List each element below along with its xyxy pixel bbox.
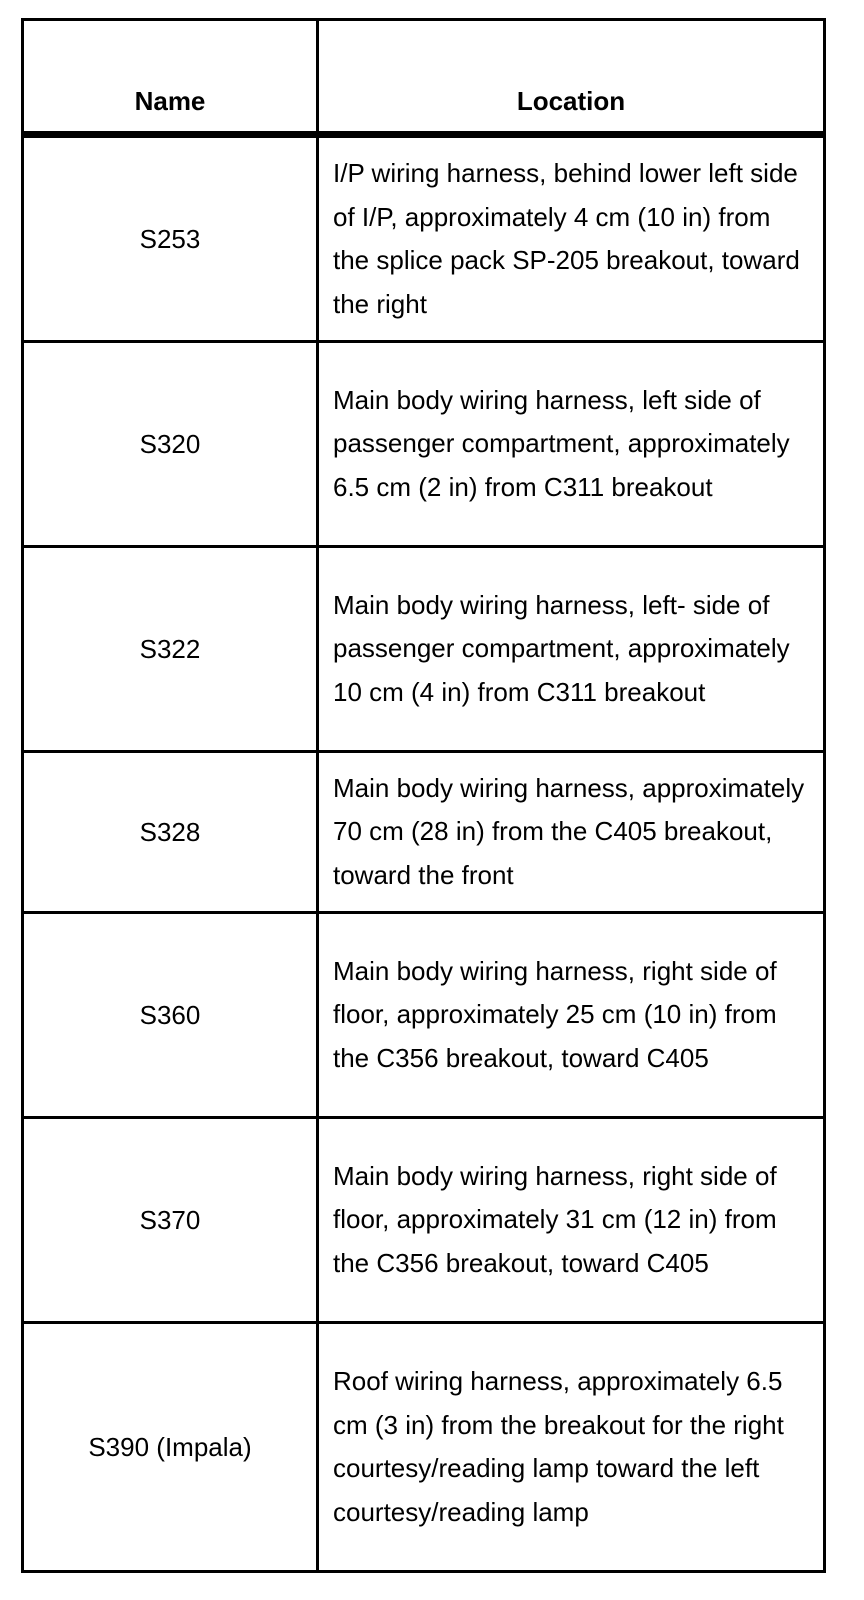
splice-location-cell: Roof wiring harness, approximately 6.5 cm (3 in) from the breakout for the right courtesy/reading lamp toward the left courtesy/reading lamp bbox=[318, 1323, 825, 1572]
table-row bbox=[23, 913, 825, 1118]
table-row bbox=[23, 1323, 825, 1572]
splice-location-cell: Main body wiring harness, right side of floor, approximately 31 cm (12 in) from the C356 breakout, toward C405 bbox=[318, 1118, 825, 1323]
column-header-name: Name bbox=[23, 20, 318, 135]
splice-name-cell: S322 bbox=[23, 547, 318, 752]
splice-location-cell: Main body wiring harness, approximately 70 cm (28 in) from the C405 breakout, toward the front bbox=[318, 752, 825, 913]
table-row bbox=[23, 547, 825, 752]
splice-name-cell: S328 bbox=[23, 752, 318, 913]
splice-name-cell: S253 bbox=[23, 135, 318, 342]
table-row bbox=[23, 1118, 825, 1323]
table-row bbox=[23, 342, 825, 547]
splice-location-cell: Main body wiring harness, left side of passenger compartment, approximately 6.5 cm (2 in) from C311 breakout bbox=[318, 342, 825, 547]
splice-location-cell: I/P wiring harness, behind lower left side of I/P, approximately 4 cm (10 in) from the splice pack SP-205 breakout, toward the right bbox=[318, 135, 825, 342]
splice-location-cell: Main body wiring harness, right side of floor, approximately 25 cm (10 in) from the C356 breakout, toward C405 bbox=[318, 913, 825, 1118]
splice-name-cell: S370 bbox=[23, 1118, 318, 1323]
column-header-location: Location bbox=[318, 20, 825, 135]
header-row bbox=[23, 20, 825, 135]
splice-name-cell: S390 (Impala) bbox=[23, 1323, 318, 1572]
table-row bbox=[23, 752, 825, 913]
splice-location-table bbox=[21, 18, 826, 1573]
table-row bbox=[23, 135, 825, 342]
splice-name-cell: S320 bbox=[23, 342, 318, 547]
splice-name-cell: S360 bbox=[23, 913, 318, 1118]
splice-location-cell: Main body wiring harness, left- side of passenger compartment, approximately 10 cm (4 in) from C311 breakout bbox=[318, 547, 825, 752]
